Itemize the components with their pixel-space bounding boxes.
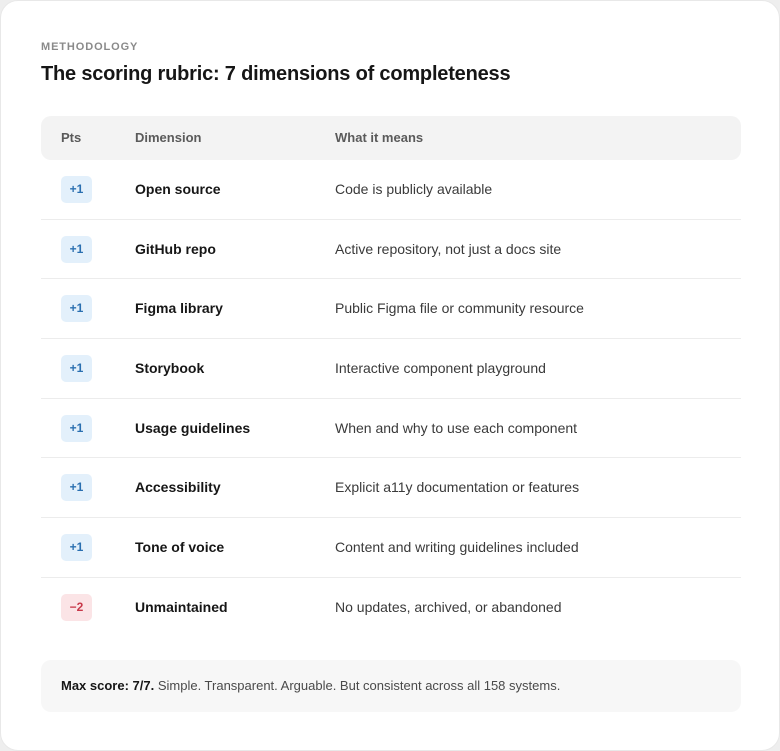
points-badge: +1: [61, 534, 92, 561]
header-pts: Pts: [61, 130, 82, 145]
dimension-meaning: Content and writing guidelines included: [335, 539, 579, 556]
table-header: [41, 116, 741, 160]
points-badge: +1: [61, 474, 92, 501]
points-badge: −2: [61, 594, 92, 621]
max-score-label: Max score: 7/7.: [61, 678, 155, 693]
points-badge: +1: [61, 295, 92, 322]
dimension-name: Storybook: [135, 360, 205, 377]
rubric-table: [41, 116, 741, 638]
table-row: [41, 399, 741, 459]
table-row: [41, 339, 741, 399]
table-row: [41, 160, 741, 220]
points-badge: +1: [61, 415, 92, 442]
header-meaning: What it means: [335, 130, 424, 145]
header-dimension: Dimension: [135, 130, 202, 145]
points-badge: +1: [61, 236, 92, 263]
dimension-name: Accessibility: [135, 479, 221, 496]
points-badge: +1: [61, 355, 92, 382]
points-badge: +1: [61, 176, 92, 203]
table-row: [41, 279, 741, 339]
dimension-meaning: Active repository, not just a docs site: [335, 240, 562, 257]
dimension-name: Figma library: [135, 300, 223, 317]
dimension-name: Unmaintained: [135, 598, 228, 615]
dimension-meaning: Explicit a11y documentation or features: [335, 479, 580, 496]
dimension-name: Usage guidelines: [135, 419, 251, 436]
dimension-meaning: Interactive component playground: [335, 360, 546, 377]
section-eyebrow: METHODOLOGY: [41, 41, 139, 53]
table-row: [41, 578, 741, 638]
table-row: [41, 518, 741, 578]
max-score-text: Simple. Transparent. Arguable. But consistent across all 158 systems.: [154, 678, 561, 693]
dimension-meaning: Code is publicly available: [335, 181, 493, 197]
dimension-meaning: Public Figma file or community resource: [335, 300, 584, 317]
dimension-name: Open source: [135, 181, 221, 197]
dimension-name: Tone of voice: [135, 539, 225, 556]
table-row: [41, 220, 741, 280]
dimension-meaning: When and why to use each component: [335, 419, 578, 436]
section-title: The scoring rubric: 7 dimensions of completeness: [41, 63, 511, 85]
table-row: [41, 458, 741, 518]
max-score-note: [41, 660, 741, 712]
dimension-meaning: No updates, archived, or abandoned: [335, 598, 562, 615]
dimension-name: GitHub repo: [135, 240, 216, 257]
